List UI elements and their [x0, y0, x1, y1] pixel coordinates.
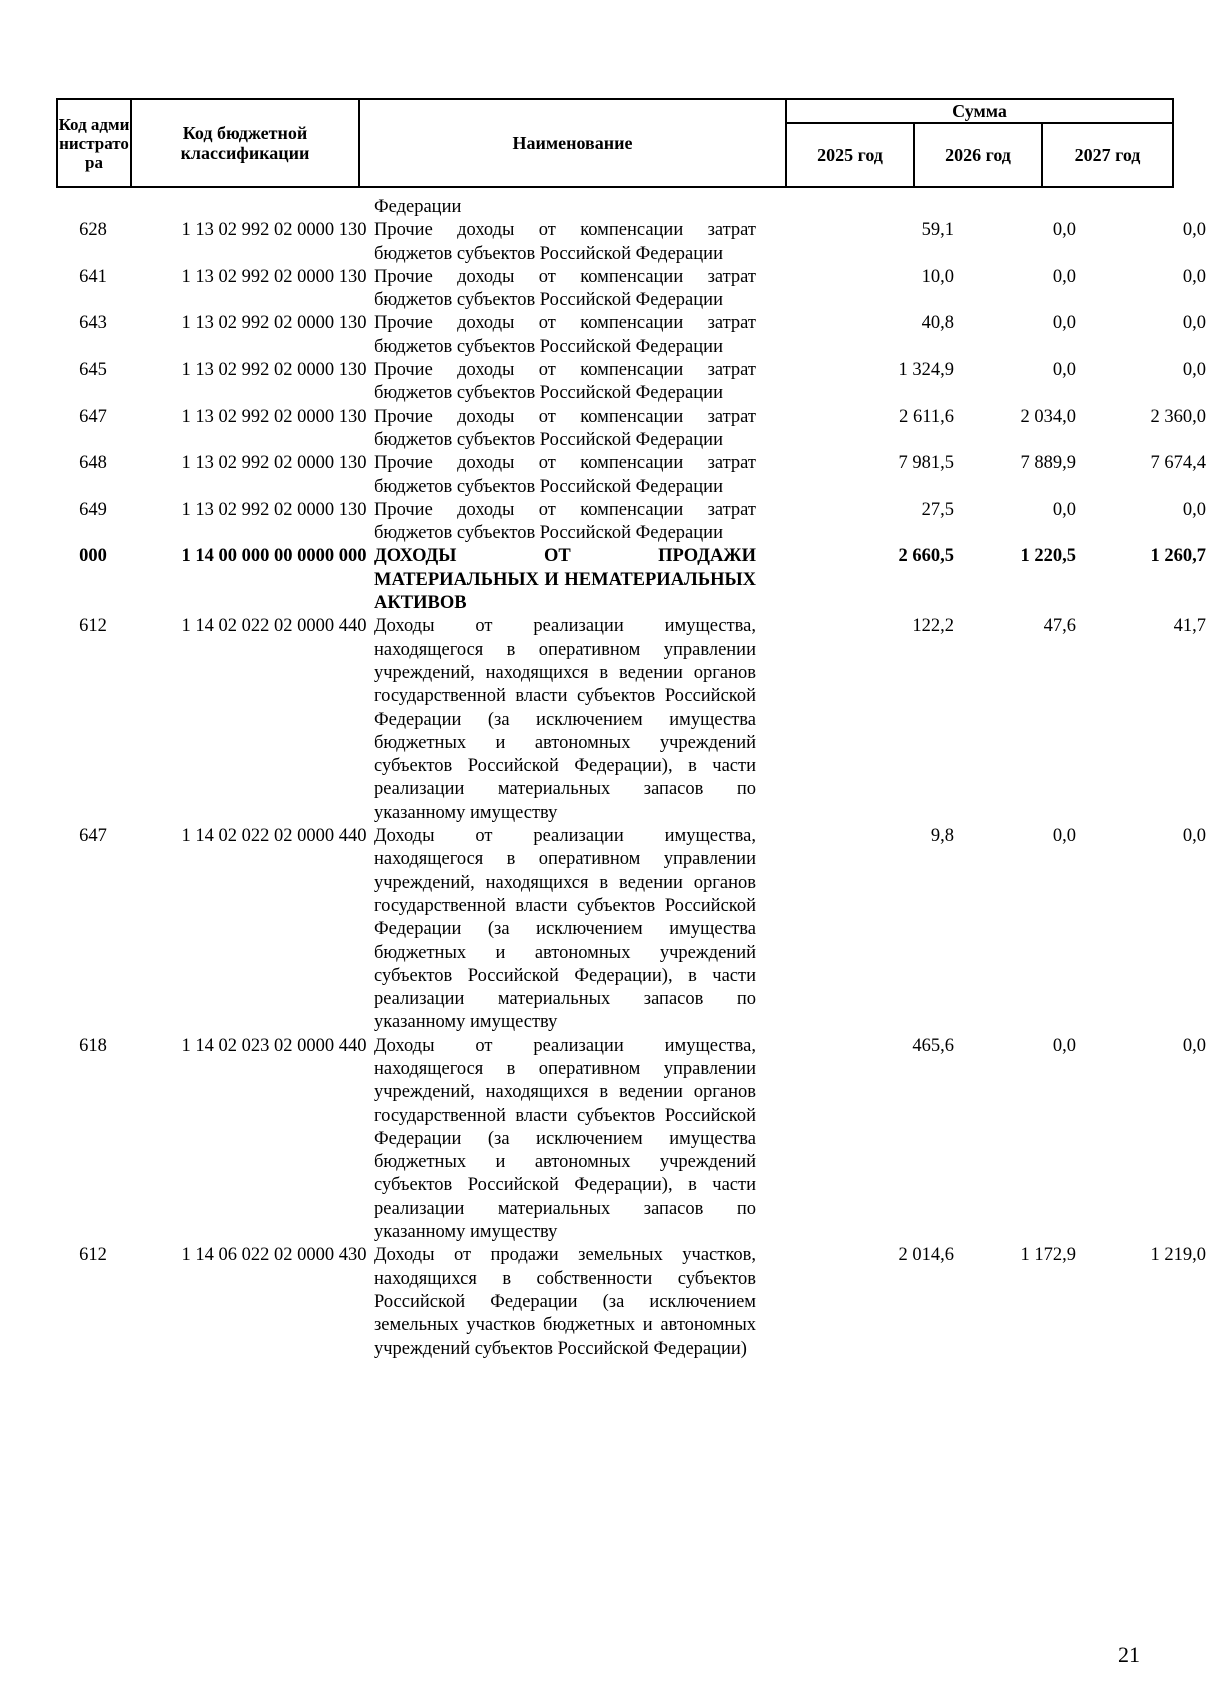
table-row	[56, 452, 1206, 499]
name-cell: Прочие доходы от компенсации затрат бюджетов субъектов Российской Федерации	[374, 360, 756, 404]
table-row	[56, 499, 1206, 546]
admin-code-cell: 645	[79, 360, 107, 381]
budget-code-cell: 1 13 02 992 02 0000 130	[181, 220, 367, 241]
page-number: 21	[1118, 1642, 1140, 1667]
sum-2026-cell: 7 889,9	[1020, 453, 1076, 474]
budget-code-cell: 1 14 02 022 02 0000 440	[181, 616, 367, 637]
budget-code-cell: 1 14 06 022 02 0000 430	[181, 1245, 367, 1266]
name-cell: Доходы от реализации имущества, находящегося в оперативном управлении учреждений, находящихся в ведении органов государственной власти субъектов Российской Федерации (за исключением имущества бюджетных и автономных учреждений субъектов Российской Федерации), в части реализации материальных запасов по указанному имуществу	[374, 616, 756, 823]
admin-code-cell: 648	[79, 453, 107, 474]
admin-code-cell: 649	[79, 499, 107, 520]
sum-2025-cell: 2 660,5	[898, 546, 954, 567]
row-list	[56, 219, 1206, 1361]
table-header	[56, 98, 1174, 188]
name-cell: ДОХОДЫ ОТ ПРОДАЖИ МАТЕРИАЛЬНЫХ И НЕМАТЕРИАЛЬНЫХ АКТИВОВ	[374, 546, 756, 614]
admin-code-cell: 628	[79, 220, 107, 241]
sum-2027-cell: 0,0	[1182, 360, 1206, 381]
sum-2026-cell: 1 172,9	[1020, 1245, 1076, 1266]
sum-2026-cell: 0,0	[1052, 220, 1076, 241]
sum-2026-cell: 0,0	[1052, 826, 1076, 847]
budget-code-cell: 1 13 02 992 02 0000 130	[181, 499, 367, 520]
header-sum: Сумма	[786, 99, 1173, 123]
name-cell: Доходы от реализации имущества, находящегося в оперативном управлении учреждений, находящихся в ведении органов государственной власти субъектов Российской Федерации (за исключением имущества бюджетных и автономных учреждений субъектов Российской Федерации), в части реализации материальных запасов по указанному имуществу	[374, 1035, 756, 1243]
table-row	[56, 266, 1206, 313]
sum-2026-cell: 2 034,0	[1020, 406, 1076, 427]
sum-2027-cell: 0,0	[1182, 266, 1206, 287]
budget-code-cell: 1 13 02 992 02 0000 130	[181, 360, 367, 381]
table-row	[56, 406, 1206, 453]
name-cell: Прочие доходы от компенсации затрат бюджетов субъектов Российской Федерации	[374, 499, 756, 544]
name-cell: Прочие доходы от компенсации затрат бюджетов субъектов Российской Федерации	[374, 453, 756, 497]
table-row	[56, 825, 1206, 1035]
budget-code-cell: 1 13 02 992 02 0000 130	[181, 266, 367, 287]
budget-code-cell: 1 13 02 992 02 0000 130	[181, 313, 367, 334]
sum-2026-cell: 0,0	[1052, 499, 1076, 520]
sum-2025-cell: 9,8	[930, 826, 954, 847]
sum-2027-cell: 2 360,0	[1150, 406, 1206, 427]
sum-2025-cell: 27,5	[921, 499, 954, 520]
continuation-text: Федерации	[374, 197, 462, 217]
budget-code-cell: 1 14 02 022 02 0000 440	[181, 826, 367, 847]
sum-2025-cell: 10,0	[921, 266, 954, 287]
name-cell: Прочие доходы от компенсации затрат бюджетов субъектов Российской Федерации	[374, 220, 756, 264]
sum-2027-cell: 7 674,4	[1150, 453, 1206, 474]
sum-2027-cell: 0,0	[1182, 313, 1206, 334]
table-row	[56, 545, 1206, 615]
table-row	[56, 359, 1206, 406]
sum-2025-cell: 2 611,6	[899, 406, 954, 427]
header-name: Наименование	[359, 99, 786, 187]
table-row	[56, 312, 1206, 359]
sum-2026-cell: 0,0	[1052, 266, 1076, 287]
sum-2026-cell: 47,6	[1043, 616, 1076, 637]
table-row	[56, 1244, 1206, 1360]
table-row	[56, 1035, 1206, 1245]
table-row	[56, 615, 1206, 825]
name-cell: Доходы от реализации имущества, находящегося в оперативном управлении учреждений, находящихся в ведении органов государственной власти субъектов Российской Федерации (за исключением имущества бюджетных и автономных учреждений субъектов Российской Федерации), в части реализации материальных запасов по указанному имуществу	[374, 826, 756, 1033]
admin-code-cell: 641	[79, 266, 107, 287]
sum-2026-cell: 0,0	[1052, 1035, 1076, 1056]
admin-code-cell: 618	[79, 1035, 107, 1056]
name-cell: Прочие доходы от компенсации затрат бюджетов субъектов Российской Федерации	[374, 266, 756, 311]
admin-code-cell: 612	[79, 1245, 107, 1266]
header-year-2025: 2025 год	[786, 123, 914, 187]
sum-2025-cell: 7 981,5	[898, 453, 954, 474]
name-cell: Прочие доходы от компенсации затрат бюджетов субъектов Российской Федерации	[374, 313, 756, 357]
sum-2027-cell: 0,0	[1182, 1035, 1206, 1056]
admin-code-cell: 000	[79, 546, 107, 567]
sum-2026-cell: 1 220,5	[1020, 546, 1076, 567]
sum-2025-cell: 59,1	[921, 220, 954, 241]
sum-2025-cell: 122,2	[912, 616, 954, 637]
table-row	[56, 219, 1206, 266]
sum-2025-cell: 465,6	[912, 1035, 954, 1056]
sum-2027-cell: 0,0	[1182, 220, 1206, 241]
admin-code-cell: 647	[79, 826, 107, 847]
table-body	[56, 196, 1206, 1361]
header-year-2026: 2026 год	[914, 123, 1042, 187]
admin-code-cell: 643	[79, 313, 107, 334]
sum-2027-cell: 1 260,7	[1150, 546, 1206, 567]
header-year-2027: 2027 год	[1042, 123, 1173, 187]
sum-2027-cell: 0,0	[1182, 826, 1206, 847]
budget-code-cell: 1 13 02 992 02 0000 130	[181, 406, 367, 427]
admin-code-cell: 612	[79, 616, 107, 637]
budget-code-cell: 1 14 02 023 02 0000 440	[181, 1035, 367, 1056]
sum-2026-cell: 0,0	[1052, 313, 1076, 334]
sum-2025-cell: 2 014,6	[898, 1245, 954, 1266]
sum-2025-cell: 1 324,9	[898, 360, 954, 381]
header-budget-code: Код бюджетной классификации	[131, 99, 359, 187]
admin-code-cell: 647	[79, 406, 107, 427]
sum-2026-cell: 0,0	[1052, 360, 1076, 381]
name-cell: Доходы от продажи земельных участков, находящихся в собственности субъектов Российской Федерации (за исключением земельных участков бюджетных и автономных учреждений субъектов Российской Федерации)	[374, 1245, 756, 1359]
header-admin-code: Код администратора	[57, 99, 131, 187]
sum-2027-cell: 41,7	[1173, 616, 1206, 637]
budget-code-cell: 1 14 00 000 00 0000 000	[181, 546, 367, 567]
name-cell: Прочие доходы от компенсации затрат бюджетов субъектов Российской Федерации	[374, 406, 756, 450]
sum-2025-cell: 40,8	[921, 313, 954, 334]
budget-code-cell: 1 13 02 992 02 0000 130	[181, 453, 367, 474]
sum-2027-cell: 1 219,0	[1150, 1245, 1206, 1266]
sum-2027-cell: 0,0	[1182, 499, 1206, 520]
